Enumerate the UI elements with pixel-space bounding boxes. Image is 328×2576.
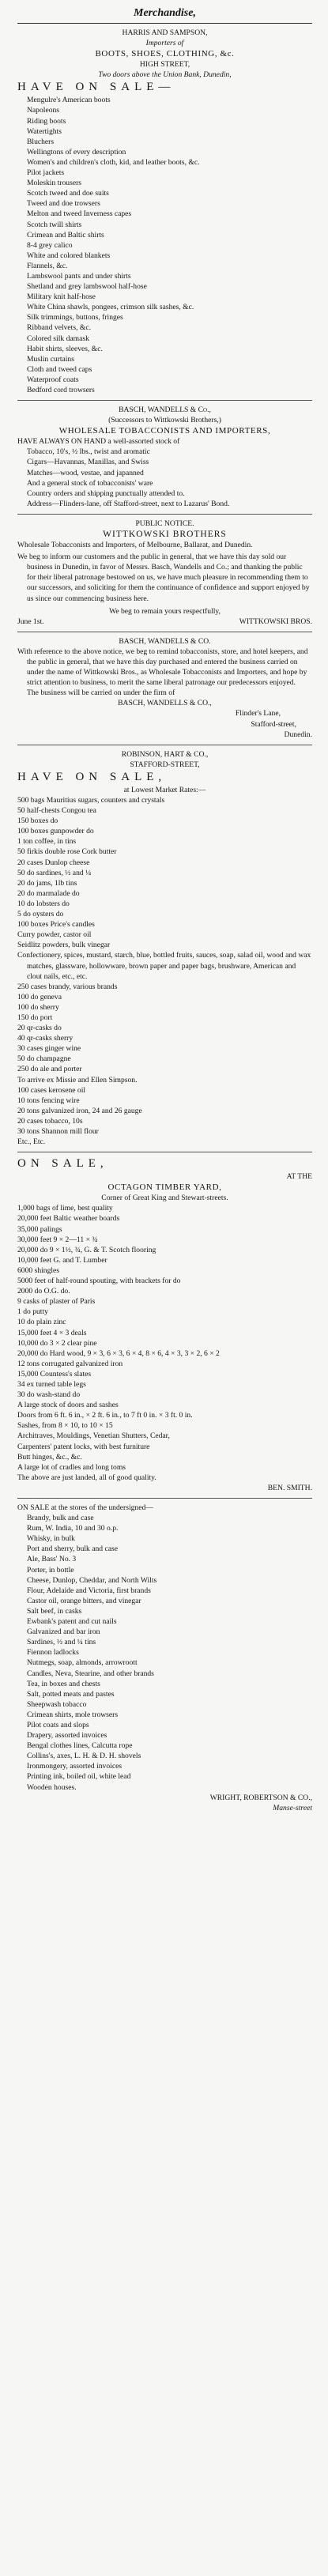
list-item: A large stock of doors and sashes xyxy=(17,1401,119,1410)
yard-name: OCTAGON TIMBER YARD, xyxy=(107,1182,222,1193)
list-item: Port and sherry, bulk and case xyxy=(27,1544,119,1554)
headline: HAVE ON SALE, xyxy=(17,770,167,783)
list-item: 1 do putty xyxy=(17,1307,48,1317)
list-item: 6000 shingles xyxy=(17,1265,60,1275)
list-item: 10 tons fencing wire xyxy=(17,1096,80,1105)
section-masthead: Merchandise, xyxy=(17,5,312,24)
list-item: Riding boots xyxy=(27,116,66,126)
list-item: Sashes, from 8 × 10, to 10 × 15 xyxy=(17,1421,113,1431)
list-item: 35,000 palings xyxy=(17,1224,62,1234)
list-item: 8-4 grey calico xyxy=(27,240,73,250)
address-2: Stafford-street, xyxy=(251,719,296,729)
description: Wholesale Tobacconists and Importers, of Melbourne, Ballarat, and Dunedin. xyxy=(17,541,253,550)
list-item: A large lot of cradles and long toms xyxy=(17,1462,126,1472)
list-item: Matches—wood, vestae, and japanned xyxy=(27,468,144,477)
list-item: Architraves, Mouldings, Venetian Shutters, Cedar, xyxy=(17,1431,170,1441)
list-item: 100 boxes Price's candles xyxy=(17,920,95,930)
list-item: Watertights xyxy=(27,126,62,136)
item-list xyxy=(17,1203,312,1472)
ad-public-notice xyxy=(17,515,312,632)
list-item: 15,000 Countess's slates xyxy=(17,1369,92,1379)
list-item: 10 do plain zinc xyxy=(17,1318,66,1327)
list-item: 5000 feet of half-round spouting, with brackets for do xyxy=(17,1277,181,1286)
list-item: Castor oil, orange bitters, and vinegar xyxy=(27,1596,141,1605)
item-list xyxy=(17,1513,312,1793)
list-item: 20 qr-casks do xyxy=(17,1024,62,1033)
list-item: 250 do ale and porter xyxy=(17,1065,82,1074)
list-item: 30 cases ginger wine xyxy=(17,1044,81,1054)
list-item: 34 ex turned table legs xyxy=(17,1379,86,1389)
list-item: 50 do sardines, ½ and ¼ xyxy=(17,868,92,877)
title-line: WHOLESALE TOBACCONISTS AND IMPORTERS, xyxy=(58,426,271,436)
notice-date: June 1st. xyxy=(17,617,44,626)
address-1: Flinder's Lane, xyxy=(235,709,281,718)
firm-name: BASCH, WANDELLS & Co., xyxy=(119,405,211,415)
firm-name: BASCH, WANDELLS & CO. xyxy=(119,636,211,646)
notice-paragraph: We beg to inform our customers and the public in general, that we have this day sold our business in Dunedin, in favor of Messrs. Basch, Wandells and Co.; and thanking the public for their liberal patronage bestowed on us, we have much pleasure in recommending them to our successors, and soliciting for them the continuance of confidence and support enjoyed by us since our commencing business here. xyxy=(17,553,310,603)
list-item: Nutmegs, soap, almonds, arrowroott xyxy=(27,1658,138,1668)
notice-paragraph: With reference to the above notice, we beg to remind tobacconists, store, and hotel keepers, and the public in general, that we have this day purchased and entered the business carried on under the name of Wittkowski Bros., as Wholesale Tobacconists and Importers, and hope by strict attention to business, to merit the same liberal patronage our predecessors enjoyed. xyxy=(17,647,308,688)
address-line: Two doors above the Union Bank, Dunedin, xyxy=(98,70,232,80)
list-item: Scotch twill shirts xyxy=(27,220,82,229)
ad-harris-sampson xyxy=(17,24,312,401)
list-item: 20 tons galvanized iron, 24 and 26 gauge xyxy=(17,1106,142,1115)
list-item: Rum, W. India, 10 and 30 o.p. xyxy=(27,1524,119,1533)
list-item: Flour, Adelaide and Victoria, first brands xyxy=(27,1586,151,1595)
list-item: 20 do marmalade do xyxy=(17,888,80,898)
closing-line: The above are just landed, all of good quality. xyxy=(17,1473,156,1482)
list-item: 1,000 bags of lime, best quality xyxy=(17,1204,113,1213)
list-item: Porter, in bottle xyxy=(27,1565,74,1575)
ad-basch-wandells xyxy=(17,401,312,515)
street-line: HIGH STREET, xyxy=(139,60,190,70)
signature: WRIGHT, ROBERTSON & CO., xyxy=(209,1793,312,1802)
list-item: Crimean shirts, mole trowsers xyxy=(27,1710,119,1719)
list-item: Colored silk damask xyxy=(27,334,89,343)
list-item: 20,000 do 9 × 1½, ¾, G. & T. Scotch flooring xyxy=(17,1245,156,1254)
list-item: 20 do jams, 1lb tins xyxy=(17,878,77,888)
list-item: Moleskin trousers xyxy=(27,179,82,188)
list-item: To arrive ex Missie and Ellen Simpson. xyxy=(17,1075,138,1084)
list-item: 20 cases tobacco, 10s xyxy=(17,1116,83,1126)
list-item: 5 do oysters do xyxy=(17,910,64,919)
list-item: Cigars—Havannas, Manillas, and Swiss xyxy=(27,458,149,467)
location-line: at Lowest Market Rates:— xyxy=(123,785,206,794)
list-item: 12 tons corrugated galvanized iron xyxy=(17,1359,123,1368)
list-item: Galvanized and bar iron xyxy=(27,1627,100,1637)
list-item: 250 cases brandy, various brands xyxy=(17,982,118,991)
list-item: 1 ton coffee, in tins xyxy=(17,837,77,847)
list-item: Printing ink, boiled oil, white lead xyxy=(27,1772,131,1782)
list-item: Silk trimmings, buttons, fringes xyxy=(27,313,123,322)
notice-heading: PUBLIC NOTICE. xyxy=(135,519,194,528)
list-item: 30,000 feet 9 × 2—11 × ¾ xyxy=(17,1235,98,1244)
list-item: Scotch tweed and doe suits xyxy=(27,189,109,198)
headline: ON SALE at the stores of the undersigned— xyxy=(17,1503,153,1512)
list-item: 150 boxes do xyxy=(17,817,58,826)
list-item: 9 casks of plaster of Paris xyxy=(17,1297,96,1307)
list-item: And a general stock of tobacconists' ware xyxy=(27,478,153,488)
list-item: 100 cases kerosene oil xyxy=(17,1085,86,1095)
list-item: White and colored blankets xyxy=(27,251,111,260)
list-item: 500 bags Mauritius sugars, counters and crystals xyxy=(17,796,165,805)
ad-basch-notice xyxy=(17,632,312,745)
ad-robinson-hart xyxy=(17,745,312,1152)
firm-name: WITTKOWSKI BROTHERS xyxy=(103,530,227,540)
list-item: Butt hinges, &c., &c. xyxy=(17,1452,82,1461)
list-item: Salt, potted meats and pastes xyxy=(27,1689,115,1699)
list-item: Carpenters' patent locks, with best furniture xyxy=(17,1442,150,1451)
list-item: Mengulre's American boots xyxy=(27,96,111,105)
list-item: Collins's, axes, L. H. & D. H. shovels xyxy=(27,1752,141,1761)
list-item: Wooden houses. xyxy=(27,1782,77,1792)
headline: HAVE ON SALE— xyxy=(17,81,175,94)
list-item: 15,000 feet 4 × 3 deals xyxy=(17,1328,87,1337)
list-item: Bengal clothes lines, Calcutta rope xyxy=(27,1741,133,1751)
item-list xyxy=(17,95,312,395)
list-item: Ironmongery, assorted invoices xyxy=(27,1762,123,1771)
list-item: Address—Flinders-lane, off Stafford-street, next to Lazarus' Bond. xyxy=(27,499,230,508)
continuation-note: The business will be carried on under the firm of xyxy=(27,688,175,698)
list-item: 40 qr-casks sherry xyxy=(17,1034,74,1043)
list-item: Sardines, ½ and ¼ tins xyxy=(27,1638,96,1647)
list-item: Pilot jackets xyxy=(27,168,65,178)
list-item: 100 do geneva xyxy=(17,992,62,1001)
list-item: Tweed and doe trowsers xyxy=(27,199,100,209)
list-item: 20,000 feet Baltic weather boards xyxy=(17,1214,120,1224)
list-item: Wellingtons of every description xyxy=(27,147,126,157)
importers-line: Importers of xyxy=(145,39,184,48)
at-line: AT THE xyxy=(286,1172,312,1182)
list-item: 30 do wash-stand do xyxy=(17,1390,81,1400)
list-item: Women's and children's cloth, kid, and leather boots, &c. xyxy=(27,157,200,167)
item-list xyxy=(17,795,312,1147)
signature: WITTKOWSKI BROS. xyxy=(239,617,312,626)
list-item: Sheepwash tobacco xyxy=(27,1699,87,1709)
firm-name-2: BASCH, WANDELLS & CO., xyxy=(118,699,212,708)
list-item: White China shawls, pongees, crimson silk sashes, &c. xyxy=(27,303,194,312)
list-item: 20 cases Dunlop cheese xyxy=(17,858,90,867)
list-item: 100 boxes gunpowder do xyxy=(17,827,94,836)
list-item: Brandy, bulk and case xyxy=(27,1514,94,1523)
list-item: Cloth and tweed caps xyxy=(27,364,92,374)
ad-octagon-timber xyxy=(17,1152,312,1499)
closing-line: We beg to remain yours respectfully, xyxy=(109,606,221,616)
list-item: Muslin curtains xyxy=(27,354,74,364)
street-line: Manse-street xyxy=(273,1803,312,1812)
list-item: Bluchers xyxy=(27,137,55,146)
list-item: Seidlitz powders, bulk vinegar xyxy=(17,941,111,950)
list-item: Napoleons xyxy=(27,106,60,115)
trade-line: BOOTS, SHOES, CLOTHING, &c. xyxy=(95,49,235,59)
list-item: Melton and tweed Inverness capes xyxy=(27,209,132,219)
signature-row xyxy=(17,617,312,627)
list-item: Drapery, assorted invoices xyxy=(27,1731,107,1741)
list-item: Military knit half-hose xyxy=(27,292,96,302)
list-item: Fiennon ladlocks xyxy=(27,1648,79,1658)
list-item: Candles, Neva, Stearine, and other brands xyxy=(27,1669,154,1678)
list-item: Waterproof coats xyxy=(27,375,79,384)
list-item: Curry powder, castor oil xyxy=(17,930,92,940)
list-item: Tea, in boxes and chests xyxy=(27,1679,100,1688)
list-item: Ale, Bass' No. 3 xyxy=(27,1555,77,1564)
list-item: 2000 do O.G. do. xyxy=(17,1287,70,1296)
list-item: 10,000 do 3 × 2 clear pine xyxy=(17,1338,97,1348)
list-item: Habit shirts, sleeves, &c. xyxy=(27,344,103,353)
list-item: Etc., Etc. xyxy=(17,1137,46,1147)
list-item: Flannels, &c. xyxy=(27,261,68,270)
headline: HAVE ALWAYS ON HAND a well-assorted stock of xyxy=(17,437,180,447)
list-item: 10 do lobsters do xyxy=(17,899,70,908)
list-item: Ewbank's patent and cut nails xyxy=(27,1617,117,1627)
body-list xyxy=(17,447,312,509)
list-item: Salt beef, in casks xyxy=(27,1606,82,1616)
ad-wright-robertson xyxy=(17,1499,312,1818)
list-item: Ribband velvets, &c. xyxy=(27,323,91,333)
headline: ON SALE, xyxy=(17,1157,108,1171)
list-item: 50 firkis double rose Cork butter xyxy=(17,847,117,857)
list-item: 50 half-chests Congou tea xyxy=(17,806,96,816)
list-item: Whisky, in bulk xyxy=(27,1534,75,1544)
list-item: 50 do champagne xyxy=(17,1054,71,1064)
list-item: 10,000 feet G. and T. Lumber xyxy=(17,1255,107,1265)
list-item: Doors from 6 ft. 6 in., × 2 ft. 6 in., to 7 ft 0 in. × 3 ft. 0 in. xyxy=(17,1411,193,1420)
list-item: 150 do port xyxy=(17,1013,53,1022)
signature: BEN. SMITH. xyxy=(267,1483,312,1492)
list-item: Pilot coats and slops xyxy=(27,1720,89,1729)
list-item: Confectionery, spices, mustard, starch, blue, bottled fruits, sauces, soap, salad oil, wood and wax matches, glassware, hollowware, brown paper and paper bags, brushware, American and clout nails, etc., etc. xyxy=(17,951,311,981)
successors-line: (Successors to Wittkowski Brothers,) xyxy=(108,416,221,425)
list-item: Cheese, Dunlop, Cheddar, and North Wilts xyxy=(27,1575,157,1585)
list-item: 20,000 do Hard wood, 9 × 3, 6 × 3, 6 × 4, 8 × 6, 4 × 3, 3 × 2, 6 × 2 xyxy=(17,1348,220,1358)
address-3: Dunedin. xyxy=(284,730,312,739)
corner-line: Corner of Great King and Stewart-streets. xyxy=(101,1194,228,1203)
list-item: 100 do sherry xyxy=(17,1002,59,1012)
list-item: Bedford cord trowsers xyxy=(27,386,95,394)
list-item: Crimean and Baltic shirts xyxy=(27,230,104,239)
firm-name: HARRIS AND SAMPSON, xyxy=(122,28,208,37)
list-item: Tobacco, 10's, ½ lbs., twist and aromatic xyxy=(27,447,150,457)
list-item: Country orders and shipping punctually attended to. xyxy=(27,488,185,498)
list-item: Shetland and grey lambswool half-hose xyxy=(27,282,147,292)
list-item: Lambswool pants and under shirts xyxy=(27,271,131,281)
list-item: 30 tons Shannon mill flour xyxy=(17,1127,99,1136)
street-line: STAFFORD-STREET, xyxy=(130,760,200,769)
firm-name: ROBINSON, HART & CO., xyxy=(121,749,209,759)
